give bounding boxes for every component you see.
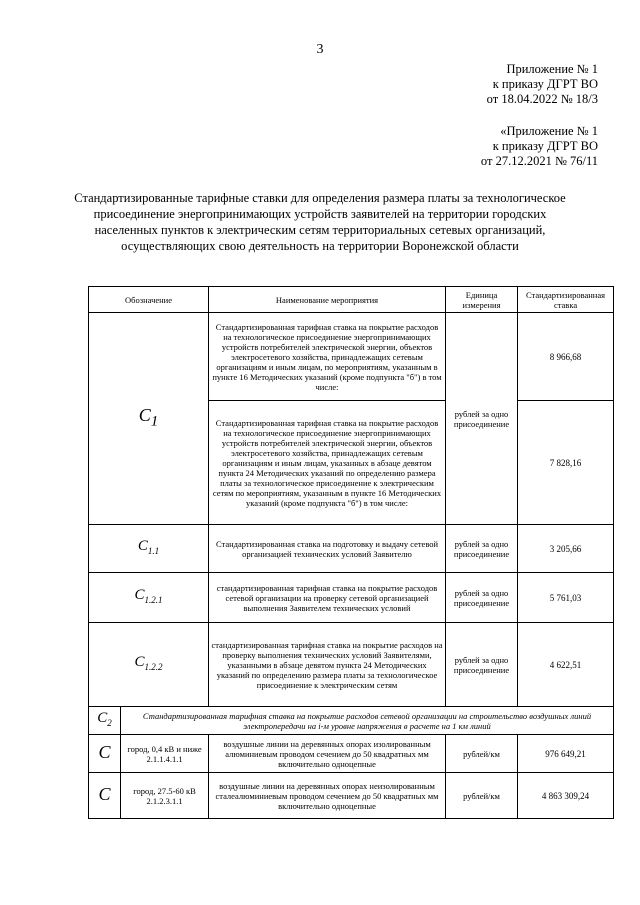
c122-rate: 4 622,51 xyxy=(518,623,614,707)
c121-rate: 5 761,03 xyxy=(518,573,614,623)
c2-row-subscript: город, 27.5-60 кВ 2.1.2.3.1.1 xyxy=(121,773,209,819)
c2-row-symbol: C xyxy=(89,773,121,819)
table-row xyxy=(89,573,614,623)
c1-symbol: $C_1$ xyxy=(89,313,209,525)
appendix-line: «Приложение № 1 xyxy=(500,124,598,138)
c2-row-description: воздушные линии на деревянных опорах неизолированным сталеалюминиевым проводом сечением до 50 квадратных мм включительно одноцепные xyxy=(209,773,446,819)
c2-row-unit: рублей/км xyxy=(446,735,518,773)
c1-description-2: Стандартизированная тарифная ставка на покрытие расходов на технологическое присоединение энергопринимающих устройств потребителей электрической энергии, объектов электросетевого хозяйства, принадлежащих сетевым организациям и иным лицам, указанных в абзаце девятом пункта 24 Методических указаний по определению размера платы за технологическое присоединение к электрическим сетям по мероприятиям, указанным в пункте 16 Методических указаний (кроме подпункта "б") в том числе: xyxy=(209,401,446,525)
c2-row-rate: 976 649,21 xyxy=(518,735,614,773)
header-unit: Единица измерения xyxy=(446,287,518,313)
appendix-line: от 18.04.2022 № 18/3 xyxy=(486,92,598,106)
table-header-row xyxy=(89,287,614,313)
appendix-reference-current xyxy=(487,62,598,107)
document-title: Стандартизированные тарифные ставки для определения размера платы за технологическое присоединение энергопринимающих устройств заявителей на территории городских населенных пунктов к электрическим сетям территориальных сетевых организаций, осуществляющих свою деятельность на территории Воронежской области xyxy=(74,191,566,253)
c122-symbol: $C_{1.2.2}$ xyxy=(89,623,209,707)
c121-symbol: $C_{1.2.1}$ xyxy=(89,573,209,623)
c2-row-symbol: C xyxy=(89,735,121,773)
c122-unit: рублей за одно присоединение xyxy=(446,623,518,707)
c2-row-rate: 4 863 309,24 xyxy=(518,773,614,819)
c2-symbol: $C_2$ xyxy=(89,707,121,735)
c1-unit: рублей за одно присоединение xyxy=(446,313,518,525)
c11-symbol: $C_{1.1}$ xyxy=(89,525,209,573)
tariff-table xyxy=(88,286,614,819)
table-row xyxy=(89,313,614,401)
c1-rate-1: 8 966,68 xyxy=(518,313,614,401)
c2-row-unit: рублей/км xyxy=(446,773,518,819)
table-row xyxy=(89,525,614,573)
c1-description-1: Стандартизированная тарифная ставка на покрытие расходов на технологическое присоединение энергопринимающих устройств потребителей электрической энергии, объектов электросетевого хозяйства, принадлежащих сетевым организациям и иным лицам, по мероприятиям, указанным в пункте 16 Методических указаний (кроме подпункта "б") в том числе: xyxy=(209,313,446,401)
table-row xyxy=(89,707,614,735)
c1-rate-2: 7 828,16 xyxy=(518,401,614,525)
table-row xyxy=(89,773,614,819)
header-name: Наименование мероприятия xyxy=(209,287,446,313)
appendix-line: к приказу ДГРТ ВО xyxy=(492,77,598,91)
table-row xyxy=(89,735,614,773)
table-row xyxy=(89,623,614,707)
c11-unit: рублей за одно присоединение xyxy=(446,525,518,573)
c2-description: Стандартизированная тарифная ставка на покрытие расходов сетевой организации на строительство воздушных линий электропередачи на i-м уровне напряжения в расчете на 1 км линий xyxy=(121,707,614,735)
c11-rate: 3 205,66 xyxy=(518,525,614,573)
page-number: 3 xyxy=(316,42,324,57)
c121-description: стандартизированная тарифная ставка на покрытие расходов сетевой организации на проверку сетевой организацией выполнения Заявителем технических условий xyxy=(209,573,446,623)
c121-unit: рублей за одно присоединение xyxy=(446,573,518,623)
appendix-reference-original xyxy=(481,124,598,169)
c2-row-subscript: город, 0,4 кВ и ниже 2.1.1.4.1.1 xyxy=(121,735,209,773)
c2-row-description: воздушные линии на деревянных опорах изолированным алюминиевым проводом сечением до 50 квадратных мм включительно одноцепные xyxy=(209,735,446,773)
appendix-line: к приказу ДГРТ ВО xyxy=(492,139,598,153)
c11-description: Стандартизированная ставка на подготовку и выдачу сетевой организацией технических условий Заявителю xyxy=(209,525,446,573)
c122-description: стандартизированная тарифная ставка на покрытие расходов на проверку выполнения технических условий Заявителями, указанными в абзаце девятом пункта 24 Методических указаний по определению размера платы за технологическое присоединение к электрическим сетям xyxy=(209,623,446,707)
appendix-line: от 27.12.2021 № 76/11 xyxy=(480,154,598,168)
header-designation: Обозначение xyxy=(89,287,209,313)
header-rate: Стандартизированная ставка xyxy=(518,287,614,313)
appendix-line: Приложение № 1 xyxy=(506,62,598,76)
